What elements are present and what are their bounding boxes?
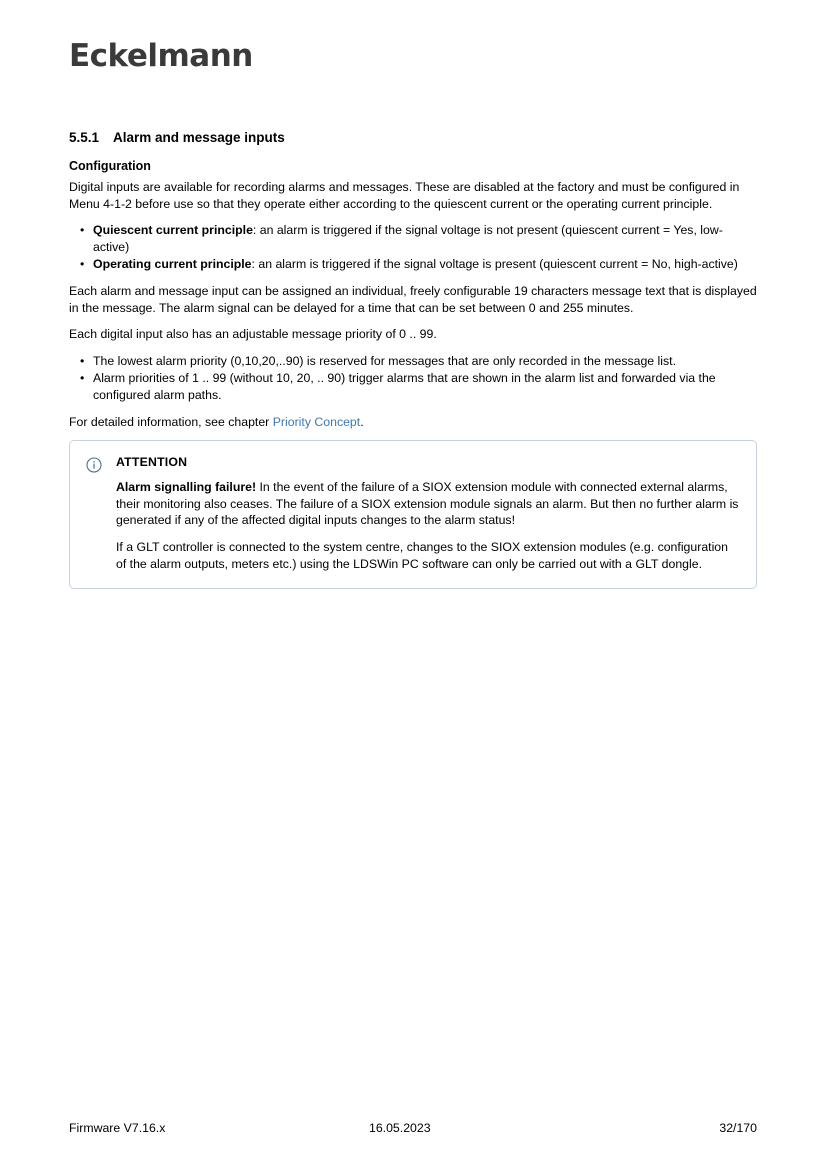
paragraph-intro: Digital inputs are available for recording alarms and messages. These are disabled at the factory and must be configured in Menu 4-1-2 before use so that they operate either according to the quiescent current or the operating current principle. [69,180,740,211]
list-item-text: : an alarm is triggered if the signal voltage is not present (quiescent current = Yes, low-active) [93,223,723,254]
page-footer [69,1121,757,1135]
paragraph-message-text: Each alarm and message input can be assigned an individual, freely configurable 19 characters message text that is displayed in the message. The alarm signal can be delayed for a time that can be set between 0 and 255 minutes. [69,283,757,315]
page-content [69,130,757,589]
info-icon [86,457,102,473]
paragraph-priority: Each digital input also has an adjustable message priority of 0 .. 99. [69,327,437,342]
list-item [93,222,757,255]
attention-note-title: ATTENTION [116,455,188,470]
link-priority-concept[interactable]: Priority Concept [272,414,361,429]
attention-note-text-1-rest: In the event of the failure of a SIOX extension module with connected external alarms, their monitoring also ceases. The failure of a SIOX extension module signals an alarm. But then no further alarm is generated if any of the affected digital inputs changes to the alarm status! [116,480,739,528]
section-heading [69,130,757,145]
footer-page-number: 32/170 [719,1121,757,1135]
attention-note-text-2: If a GLT controller is connected to the system centre, changes to the SIOX extension modules (e.g. configuration of the alarm outputs, meters etc.) using the LDSWin PC software can only be carried out with a GLT dongle. [116,539,728,571]
subheading-configuration: Configuration [69,159,151,173]
paragraph-crossref [69,414,757,431]
footer-firmware: Firmware V7.16.x [69,1121,166,1135]
list-item: • The lowest alarm priority (0,10,20,..90) is reserved for messages that are only recorded in the message list. [93,353,757,370]
crossref-suffix: . [360,414,364,429]
section-number: 5.5.1 [69,130,100,145]
footer-date: 16.05.2023 [369,1121,431,1135]
list-item-term: Operating current principle [93,257,252,272]
attention-note [69,440,757,589]
principle-list [69,222,757,273]
crossref-prefix: For detailed information, see chapter [69,414,273,429]
priority-list [69,353,757,404]
attention-note-body [116,455,740,572]
list-item [93,256,757,273]
list-item: • Alarm priorities of 1 .. 99 (without 10, 20, .. 90) trigger alarms that are shown in the alarm list and forwarded via the configured alarm paths. [93,370,757,403]
list-item-text: : an alarm is triggered if the signal voltage is present (quiescent current = No, high-active) [251,257,738,272]
section-title: Alarm and message inputs [113,130,285,145]
attention-note-lead: Alarm signalling failure! [116,480,257,495]
list-item-term: Quiescent current principle [93,223,253,238]
brand-logo: Eckelmann [69,38,253,74]
attention-note-text-1 [116,479,740,529]
